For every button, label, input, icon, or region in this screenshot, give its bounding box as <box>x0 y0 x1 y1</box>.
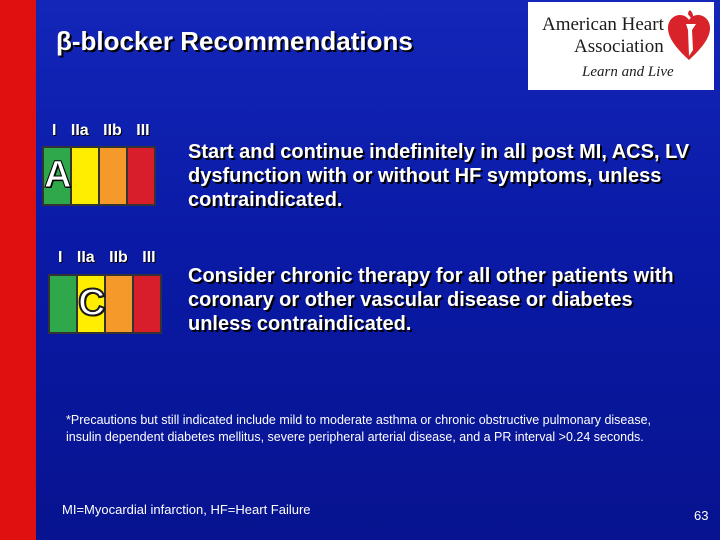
logo-line-1: American Heart <box>542 14 664 35</box>
class-i-cell <box>44 148 70 204</box>
class-iib-cell <box>106 276 132 332</box>
aha-logo <box>528 2 714 90</box>
class-label-i: I <box>58 249 63 266</box>
footnote: *Precautions but still indicated include mild to moderate asthma or chronic obstructive pulmonary disease, insulin dependent diabetes mellitus, severe peripheral arterial disease, and a PR interval >0.24 seconds. <box>66 413 652 444</box>
recommendation-text-1: Start and continue indefinitely in all post MI, ACS, LV dysfunction with or without HF symptoms, unless contraindicated. <box>188 141 690 211</box>
recommendation-text-2: Consider chronic therapy for all other patients with coronary or other vascular disease or diabetes unless contraindicated. <box>188 265 674 335</box>
slide-title: β-blocker Recommendations <box>56 26 413 56</box>
level-of-evidence-c: C <box>78 282 106 324</box>
logo-line-2: Association <box>574 36 664 57</box>
class-grid-2 <box>48 274 162 334</box>
class-label-i: I <box>52 122 57 139</box>
class-label-iii: III <box>142 249 156 266</box>
class-iii-cell <box>128 148 154 204</box>
left-accent-bar <box>0 0 36 540</box>
heart-torch-icon <box>666 6 712 62</box>
class-iii-cell <box>134 276 160 332</box>
class-labels-row-2 <box>58 249 166 267</box>
class-label-iib: IIb <box>103 122 122 139</box>
class-label-iia: IIa <box>70 122 89 139</box>
class-iia-cell <box>72 148 98 204</box>
class-label-iia: IIa <box>76 249 95 266</box>
logo-tagline: Learn and Live <box>582 64 674 80</box>
class-labels-row-1 <box>52 122 160 140</box>
class-iib-cell <box>100 148 126 204</box>
class-iia-cell <box>78 276 104 332</box>
class-grid-1 <box>42 146 156 206</box>
page-number: 63 <box>694 508 709 523</box>
class-label-iib: IIb <box>109 249 128 266</box>
level-of-evidence-a: A <box>44 154 72 196</box>
class-label-iii: III <box>136 122 150 139</box>
class-i-cell <box>50 276 76 332</box>
abbreviations: MI=Myocardial infarction, HF=Heart Failure <box>62 502 311 517</box>
